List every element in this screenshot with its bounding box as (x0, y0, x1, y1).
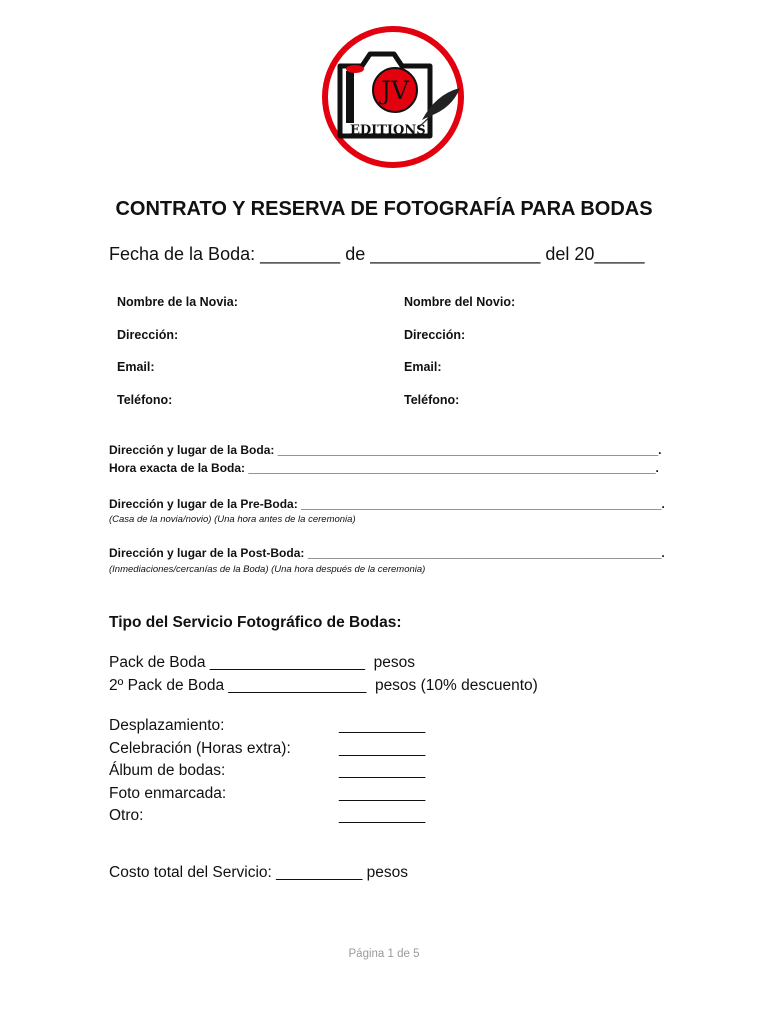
bride-name-label: Nombre de la Novia: (117, 295, 238, 309)
extra-blank: __________ (339, 807, 426, 824)
extra-label: Álbum de bodas: (109, 762, 226, 779)
bride-address-label: Dirección: (117, 328, 179, 342)
page-title: CONTRATO Y RESERVA DE FOTOGRAFÍA PARA BODAS (115, 198, 653, 220)
jv-editions-logo (318, 24, 468, 170)
extra-label: Foto enmarcada: (109, 785, 227, 802)
postboda-place-line: Dirección y lugar de la Post-Boda: _____________________________________________________. (109, 546, 665, 560)
bride-phone-label: Teléfono: (117, 393, 173, 407)
groom-name-label: Nombre del Novio: (404, 295, 516, 309)
wedding-time-line: Hora exacta de la Boda: _____________________________________________________________. (109, 461, 659, 475)
page-number: Página 1 de 5 (348, 948, 420, 960)
wedding-date-line: Fecha de la Boda: ________ de _________________ del 20_____ (109, 244, 645, 264)
total-cost-line: Costo total del Servicio: __________ pesos (109, 864, 409, 881)
groom-phone-label: Teléfono: (404, 393, 460, 407)
extra-blank: __________ (339, 740, 426, 757)
second-pack-line: 2º Pack de Boda ________________ pesos (10% descuento) (109, 677, 538, 694)
bride-email-label: Email: (117, 360, 155, 374)
groom-address-label: Dirección: (404, 328, 466, 342)
extra-label: Celebración (Horas extra): (109, 740, 291, 757)
extra-blank: __________ (339, 785, 426, 802)
extra-blank: __________ (339, 762, 426, 779)
postboda-note: (Inmediaciones/cercanías de la Boda) (Una hora después de la ceremonia) (109, 564, 426, 575)
service-heading: Tipo del Servicio Fotográfico de Bodas: (109, 614, 402, 631)
logo-initials: JV (380, 76, 410, 105)
preboda-note: (Casa de la novia/novio) (Una hora antes de la ceremonia) (109, 514, 356, 525)
extra-label: Otro: (109, 807, 144, 824)
extra-blank: __________ (339, 717, 426, 734)
wedding-place-line: Dirección y lugar de la Boda: _________________________________________________________. (109, 443, 662, 457)
logo-brand: EDITIONS (350, 123, 426, 138)
extra-label: Desplazamiento: (109, 717, 225, 734)
preboda-place-line: Dirección y lugar de la Pre-Boda: ______________________________________________________. (109, 497, 665, 511)
groom-email-label: Email: (404, 360, 442, 374)
pack-line: Pack de Boda __________________ pesos (109, 654, 415, 671)
